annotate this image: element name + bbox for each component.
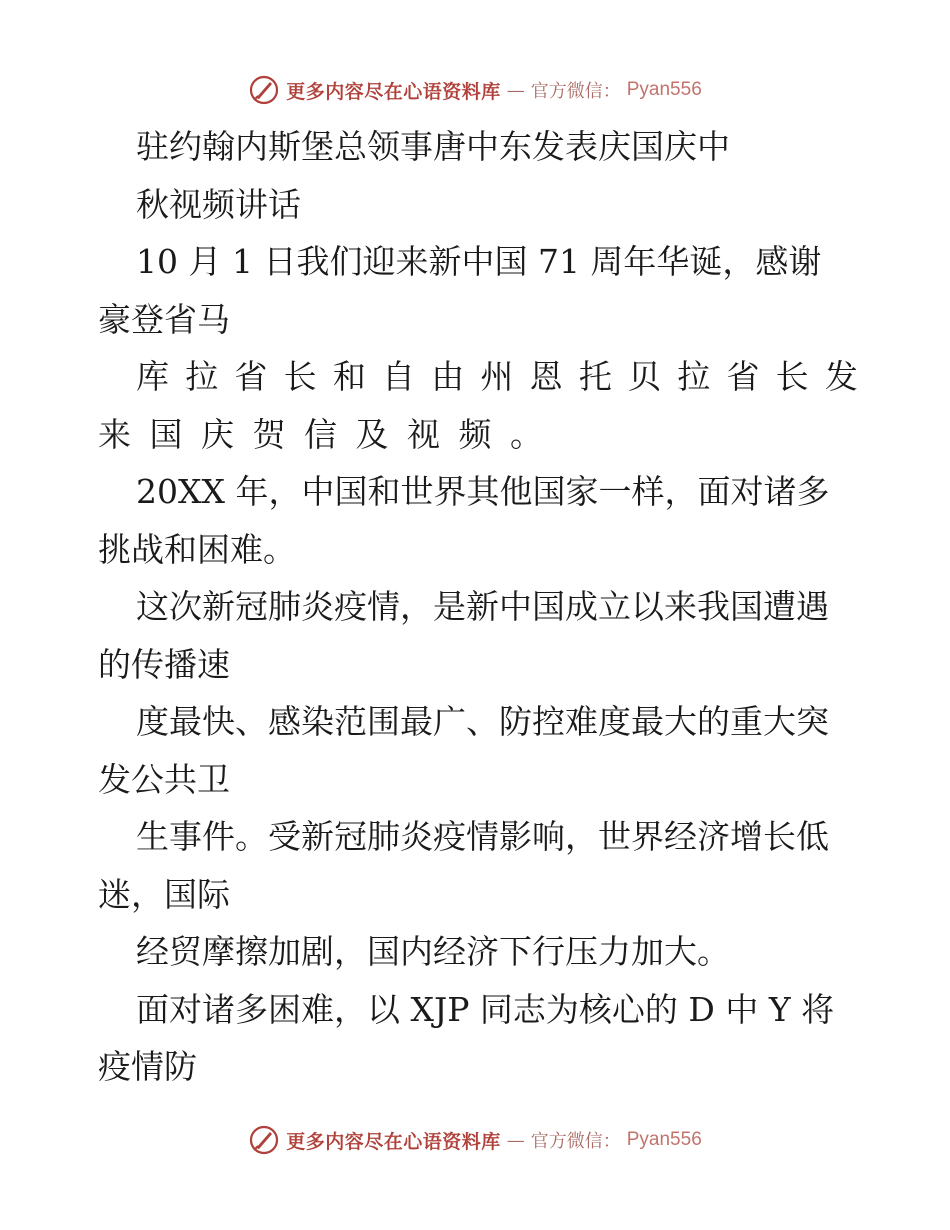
spread-char: 长 (775, 357, 809, 396)
paragraph-line-spread (98, 348, 858, 406)
paragraph-line: 面对诸多困难，以 XJP 同志为核心的 D 中 Y 将 (136, 989, 835, 1029)
paragraph-line: 迷，国际 (98, 874, 230, 914)
spread-char: 库 (136, 357, 169, 396)
spread-char: 视 (407, 414, 440, 454)
spread-char: 发 (824, 357, 858, 396)
spread-char: 。 (510, 414, 543, 454)
spread-char: 拉 (677, 357, 711, 396)
paragraph-line: 生事件。受新冠肺炎疫情影响，世界经济增长低 (136, 817, 829, 856)
paragraph-line: 这次新冠肺炎疫情，是新中国成立以来我国遭遇 (136, 587, 829, 626)
banner-separator: — (506, 79, 525, 101)
paragraph-line: 疫情防 (98, 1047, 197, 1086)
spread-char: 托 (578, 357, 612, 396)
banner-wechat-label: 官方微信： (530, 81, 621, 102)
spread-char: 来 (98, 414, 131, 454)
banner-main-text: 更多内容尽在心语资料库 (286, 80, 501, 103)
paragraph-line: 10 月 1 日我们迎来新中国 71 周年华诞，感谢 (136, 242, 822, 281)
header-watermark-banner (0, 70, 950, 110)
spread-char: 自 (382, 357, 416, 396)
paragraph-line: 挑战和困难。 (98, 529, 296, 569)
spread-char: 拉 (185, 357, 219, 396)
spread-char: 州 (480, 357, 514, 396)
paragraph-line-spread (98, 406, 543, 464)
document-body (98, 118, 858, 1096)
paragraph-line: 的传播速 (98, 644, 230, 684)
spread-char: 及 (355, 414, 389, 454)
document-title-line-2: 秋视频讲话 (136, 184, 301, 224)
spread-char: 信 (304, 414, 337, 454)
banner-wechat-id: Pyan556 (626, 1129, 702, 1150)
paragraph-line: 经贸摩擦加剧，国内经济下行压力加大。 (136, 932, 730, 971)
spread-char: 省 (234, 357, 268, 396)
spread-char: 国 (149, 414, 183, 454)
quill-circle-logo-icon (248, 74, 280, 106)
banner-wechat-label: 官方微信： (530, 1131, 621, 1152)
spread-char: 贝 (628, 357, 662, 396)
spread-char: 频 (458, 414, 492, 454)
paragraph-line: 度最快、感染范围最广、防控难度最大的重大突 (136, 702, 829, 741)
banner-wechat-id: Pyan556 (626, 79, 702, 100)
spread-char: 庆 (201, 414, 234, 454)
spread-char: 长 (283, 357, 317, 396)
spread-char: 和 (332, 357, 366, 396)
paragraph-line: 20XX 年，中国和世界其他国家一样，面对诸多 (136, 472, 830, 511)
paragraph-line: 发公共卫 (98, 759, 230, 799)
spread-char: 贺 (252, 414, 286, 454)
banner-separator: — (506, 1129, 525, 1151)
paragraph-line: 豪登省马 (98, 299, 230, 339)
banner-main-text: 更多内容尽在心语资料库 (286, 1130, 501, 1153)
spread-char: 省 (726, 357, 760, 396)
quill-circle-logo-icon (248, 1124, 280, 1156)
footer-watermark-banner (0, 1120, 950, 1160)
spread-char: 由 (431, 357, 465, 396)
spread-char: 恩 (529, 357, 563, 396)
document-title-line-1: 驻约翰内斯堡总领事唐中东发表庆国庆中 (136, 127, 730, 166)
